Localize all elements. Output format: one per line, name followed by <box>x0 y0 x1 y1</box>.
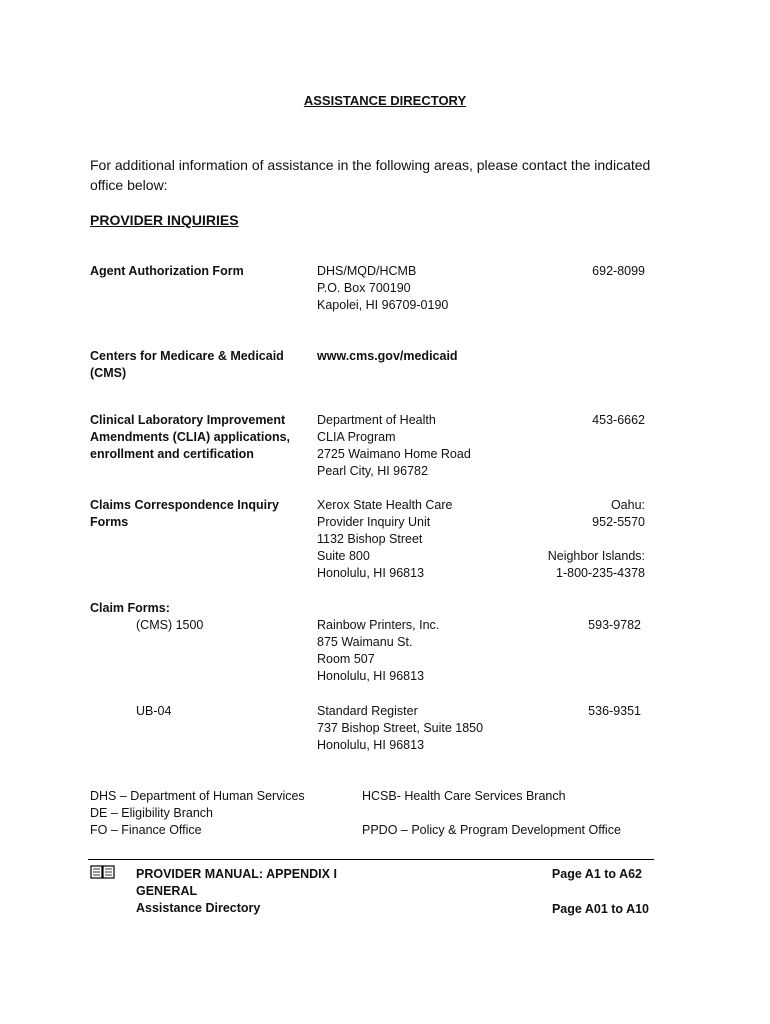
entry-label <box>90 412 315 463</box>
phone-line: 593-9782 <box>588 618 641 632</box>
address-line: Pearl City, HI 96782 <box>317 464 428 478</box>
entry-label-line: enrollment and certification <box>90 447 254 461</box>
abbreviation-item: HCSB- Health Care Services Branch <box>362 789 566 803</box>
address-line: Kapolei, HI 96709-0190 <box>317 298 449 312</box>
footer-page-range: Page A01 to A10 <box>551 902 649 916</box>
entry-address <box>317 497 517 582</box>
entry-phone <box>520 263 645 280</box>
address-line: www.cms.gov/medicaid <box>317 349 458 363</box>
phone-line: Neighbor Islands: <box>547 549 645 563</box>
entry-label-line: Clinical Laboratory Improvement <box>90 413 286 427</box>
entry-label-line: Amendments (CLIA) applications, <box>90 430 291 444</box>
address-line: 875 Waimanu St. <box>317 635 413 649</box>
entry-phone <box>520 412 645 429</box>
entry-label <box>90 497 310 531</box>
entry-label-line: Centers for Medicare & Medicaid <box>90 349 284 363</box>
page-title: ASSISTANCE DIRECTORY <box>303 93 467 108</box>
entry-label <box>90 600 310 617</box>
abbreviation-list-right <box>362 788 652 839</box>
entry-sublabel: UB-04 <box>136 704 172 718</box>
entry-address <box>317 412 517 480</box>
entry-label-line: Claims Correspondence Inquiry <box>90 498 279 512</box>
address-line: Honolulu, HI 96813 <box>317 738 425 752</box>
abbreviation-item: PPDO – Policy & Program Development Office <box>362 823 621 837</box>
address-line: Honolulu, HI 96813 <box>317 669 425 683</box>
entry-label-line: Claim Forms: <box>90 601 170 615</box>
footer-line: Assistance Directory <box>136 901 261 915</box>
phone-line: 692-8099 <box>592 264 645 278</box>
address-line: Rainbow Printers, Inc. <box>317 618 440 632</box>
entry-label-line: Forms <box>90 515 129 529</box>
phone-line: 1-800-235-4378 <box>556 566 645 580</box>
footer-line: GENERAL <box>136 884 198 898</box>
entry-label-line: Agent Authorization Form <box>90 264 244 278</box>
entry-phone <box>520 703 641 720</box>
entry-label-line: (CMS) <box>90 366 127 380</box>
entry-label <box>90 263 310 280</box>
entry-sublabel: (CMS) 1500 <box>136 618 204 632</box>
entry-phone <box>500 497 645 582</box>
address-line: 737 Bishop Street, Suite 1850 <box>317 721 484 735</box>
entry-website-link[interactable] <box>317 348 517 365</box>
entry-label <box>90 348 310 382</box>
phone-line: 536-9351 <box>588 704 641 718</box>
phone-line: Oahu: <box>610 498 645 512</box>
address-line: 1132 Bishop Street <box>317 532 423 546</box>
address-line: Xerox State Health Care <box>317 498 453 512</box>
intro-paragraph: For additional information of assistance in the following areas, please contact the indicated office below: <box>90 157 651 193</box>
entry-address <box>317 263 517 314</box>
address-line: 2725 Waimano Home Road <box>317 447 471 461</box>
entry-address <box>317 703 537 754</box>
address-line: Department of Health <box>317 413 436 427</box>
book-icon <box>90 865 116 879</box>
address-line: DHS/MQD/HCMB <box>317 264 417 278</box>
address-line: Standard Register <box>317 704 418 718</box>
address-line: P.O. Box 700190 <box>317 281 411 295</box>
abbreviation-list-left <box>90 788 350 839</box>
address-line: Suite 800 <box>317 549 370 563</box>
abbreviation-item: DE – Eligibility Branch <box>90 806 213 820</box>
footer-divider <box>88 859 654 860</box>
address-line: Honolulu, HI 96813 <box>317 566 425 580</box>
entry-phone <box>520 617 641 634</box>
section-heading: PROVIDER INQUIRIES <box>90 212 239 228</box>
footer-manual-title <box>136 866 436 917</box>
phone-line: 453-6662 <box>592 413 645 427</box>
footer-line: PROVIDER MANUAL: APPENDIX I <box>136 867 337 881</box>
phone-line: 952-5570 <box>592 515 645 529</box>
abbreviation-item <box>362 805 652 822</box>
entry-address <box>317 617 517 685</box>
address-line: Room 507 <box>317 652 375 666</box>
address-line: CLIA Program <box>317 430 396 444</box>
address-line: Provider Inquiry Unit <box>317 515 431 529</box>
phone-line <box>500 531 645 548</box>
footer-page-range: Page A1 to A62 <box>551 867 642 881</box>
abbreviation-item: FO – Finance Office <box>90 823 202 837</box>
abbreviation-item: DHS – Department of Human Services <box>90 789 305 803</box>
